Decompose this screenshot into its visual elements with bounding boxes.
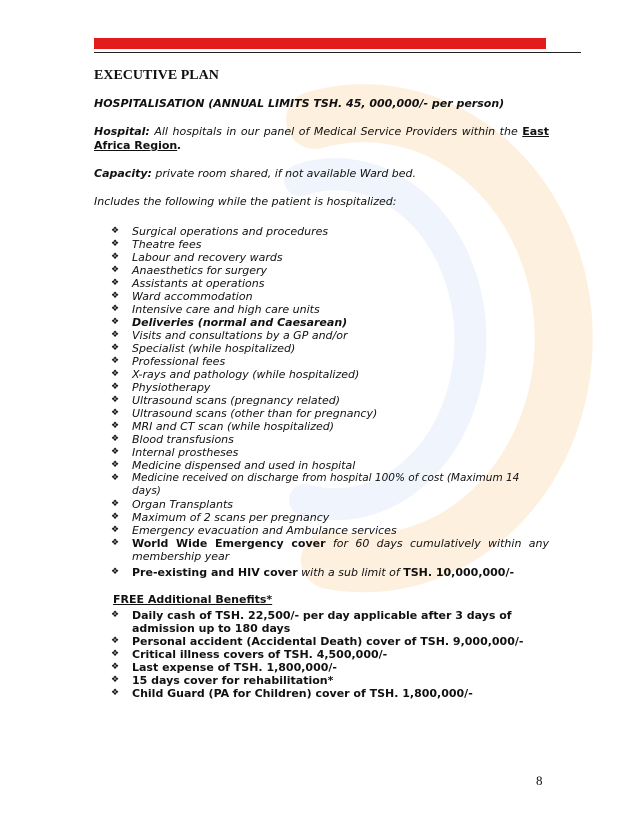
capacity-text: private room shared, if not available Ward bed.	[151, 167, 417, 180]
list-item: ❖ Intensive care and high care units	[111, 303, 320, 316]
diamond-bullet-icon: ❖	[111, 226, 120, 236]
list-item: ❖ X-rays and pathology (while hospitalized)	[111, 368, 360, 381]
list-item: ❖ Ward accommodation	[111, 290, 253, 303]
hospital-paragraph	[94, 125, 549, 153]
benefit-item: ❖ Daily cash of TSH. 22,500/- per day applicable after 3 days of admission up to 180 days	[111, 609, 512, 635]
page-number: 8	[536, 773, 543, 788]
list-item: ❖ Physiotherapy	[111, 381, 211, 394]
diamond-bullet-icon: ❖	[111, 636, 120, 646]
list-item: ❖ Emergency evacuation and Ambulance services	[111, 524, 397, 537]
diamond-bullet-icon: ❖	[111, 512, 120, 522]
benefit-item: ❖ Critical illness covers of TSH. 4,500,000/-	[111, 648, 388, 661]
list-item: ❖ Professional fees	[111, 355, 226, 368]
diamond-bullet-icon: ❖	[111, 473, 120, 483]
diamond-bullet-icon: ❖	[111, 460, 120, 470]
diamond-bullet-icon: ❖	[111, 252, 120, 262]
hospital-text: All hospitals in our panel of Medical Service Providers within the	[149, 125, 523, 138]
list-item-world-wide: ❖ World Wide Emergency cover for 60 days cumulatively within any membership year	[111, 537, 549, 563]
capacity-label: Capacity:	[94, 167, 152, 180]
diamond-bullet-icon: ❖	[111, 395, 120, 405]
diamond-bullet-icon: ❖	[111, 447, 120, 457]
list-item: ❖ Deliveries (normal and Caesarean)	[111, 316, 348, 329]
diamond-bullet-icon: ❖	[111, 610, 120, 620]
list-item: ❖ Blood transfusions	[111, 433, 234, 446]
diamond-bullet-icon: ❖	[111, 662, 120, 672]
diamond-bullet-icon: ❖	[111, 317, 120, 327]
list-item: ❖ Specialist (while hospitalized)	[111, 342, 296, 355]
diamond-bullet-icon: ❖	[111, 304, 120, 314]
list-item: ❖ Ultrasound scans (pregnancy related)	[111, 394, 341, 407]
diamond-bullet-icon: ❖	[111, 265, 120, 275]
diamond-bullet-icon: ❖	[111, 343, 120, 353]
document-body	[94, 68, 549, 700]
list-item: ❖ Internal prostheses	[111, 446, 239, 459]
list-item: ❖ Surgical operations and procedures	[111, 225, 329, 238]
benefit-item: ❖ 15 days cover for rehabilitation*	[111, 674, 334, 687]
diamond-bullet-icon: ❖	[111, 499, 120, 509]
list-item: ❖ Maximum of 2 scans per pregnancy	[111, 511, 330, 524]
diamond-bullet-icon: ❖	[111, 538, 120, 548]
diamond-bullet-icon: ❖	[111, 434, 120, 444]
header-red-bar	[94, 38, 546, 49]
list-item: ❖ Assistants at operations	[111, 277, 265, 290]
diamond-bullet-icon: ❖	[111, 525, 120, 535]
hospital-label: Hospital:	[94, 125, 150, 138]
free-benefits-title: FREE Additional Benefits*	[113, 593, 273, 606]
diamond-bullet-icon: ❖	[111, 330, 120, 340]
free-benefits-list	[94, 609, 549, 700]
diamond-bullet-icon: ❖	[111, 649, 120, 659]
hospital-period: .	[177, 139, 182, 152]
benefit-item: ❖ Last expense of TSH. 1,800,000/-	[111, 661, 337, 674]
capacity-paragraph	[94, 167, 549, 181]
list-item: ❖ Theatre fees	[111, 238, 202, 251]
header-rule	[94, 52, 581, 53]
diamond-bullet-icon: ❖	[111, 356, 120, 366]
diamond-bullet-icon: ❖	[111, 675, 120, 685]
list-item: ❖ Ultrasound scans (other than for pregnancy)	[111, 407, 378, 420]
diamond-bullet-icon: ❖	[111, 369, 120, 379]
inclusions-list	[94, 225, 549, 580]
list-item: ❖ Medicine dispensed and used in hospital	[111, 459, 356, 472]
diamond-bullet-icon: ❖	[111, 291, 120, 301]
diamond-bullet-icon: ❖	[111, 278, 120, 288]
diamond-bullet-icon: ❖	[111, 408, 120, 418]
diamond-bullet-icon: ❖	[111, 688, 120, 698]
diamond-bullet-icon: ❖	[111, 421, 120, 431]
benefit-item: ❖ Personal accident (Accidental Death) cover of TSH. 9,000,000/-	[111, 635, 524, 648]
diamond-bullet-icon: ❖	[111, 382, 120, 392]
diamond-bullet-icon: ❖	[111, 239, 120, 249]
benefit-item: ❖ Child Guard (PA for Children) cover of TSH. 1,800,000/-	[111, 687, 473, 700]
plan-title: EXECUTIVE PLAN	[94, 68, 219, 83]
list-item-pre-existing: ❖ Pre-existing and HIV cover with a sub limit of TSH. 10,000,000/-	[111, 566, 515, 579]
list-item: ❖ Organ Transplants	[111, 498, 233, 511]
list-item: ❖ Medicine received on discharge from hospital 100% of cost (Maximum 14 days)	[111, 472, 520, 497]
list-item: ❖ Anaesthetics for surgery	[111, 264, 268, 277]
includes-intro: Includes the following while the patient is hospitalized:	[94, 195, 397, 208]
diamond-bullet-icon: ❖	[111, 567, 120, 577]
list-item: ❖ MRI and CT scan (while hospitalized)	[111, 420, 335, 433]
list-item: ❖ Labour and recovery wards	[111, 251, 283, 264]
hospitalisation-heading: HOSPITALISATION (ANNUAL LIMITS TSH. 45, 000,000/- per person)	[94, 97, 505, 110]
list-item: ❖ Visits and consultations by a GP and/or	[111, 329, 348, 342]
region-link: East Africa Region	[94, 125, 549, 152]
